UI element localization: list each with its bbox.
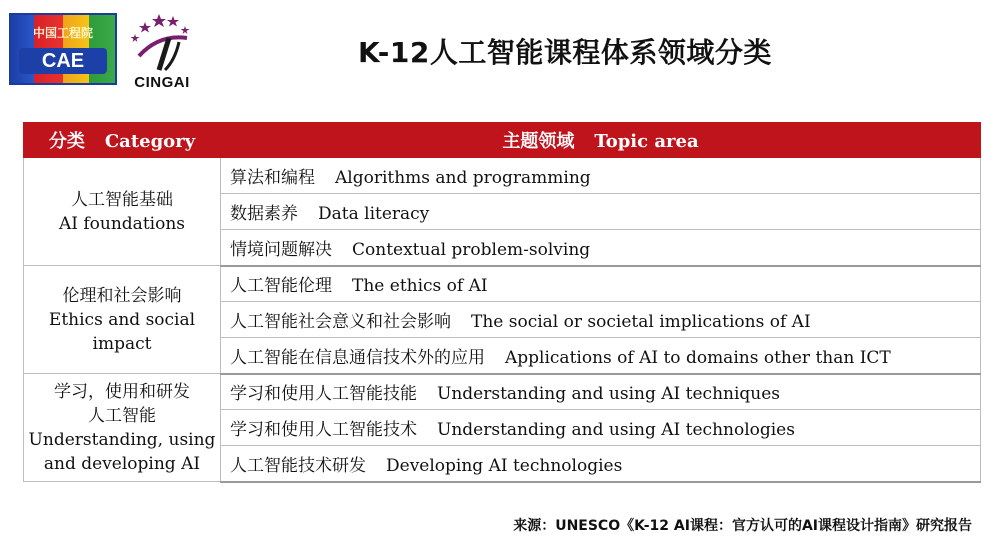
topic-en: Understanding and using AI technologies bbox=[437, 420, 795, 440]
category-line: AI foundations bbox=[58, 213, 185, 234]
cingai-logo-text: CINGAI bbox=[134, 74, 190, 91]
topic-header-cn: 主题领域 bbox=[502, 131, 575, 152]
topic-cell bbox=[221, 410, 981, 446]
topic-cell bbox=[221, 302, 981, 338]
topic-cell bbox=[221, 194, 981, 230]
topic-cn: 算法和编程 bbox=[230, 168, 315, 188]
topic-en: Applications of AI to domains other than ICT bbox=[505, 347, 891, 368]
category-cell-ai-foundations bbox=[24, 158, 221, 266]
topic-cell bbox=[221, 266, 981, 302]
category-line: impact bbox=[92, 333, 152, 354]
topic-cn: 学习和使用人工智能技术 bbox=[230, 420, 417, 440]
topic-cell bbox=[221, 446, 981, 482]
topic-cn: 人工智能技术研发 bbox=[230, 455, 366, 476]
topic-en: The social or societal implications of AI bbox=[471, 312, 811, 332]
topic-en: The ethics of AI bbox=[352, 276, 488, 297]
category-cell-ethics-social-impact bbox=[24, 266, 221, 374]
ai-curriculum-table bbox=[23, 122, 981, 483]
topic-cell bbox=[221, 158, 981, 194]
topic-header-en: Topic area bbox=[594, 131, 699, 152]
cae-logo bbox=[9, 13, 117, 85]
category-header-en: Category bbox=[104, 131, 196, 152]
topic-en: Developing AI technologies bbox=[386, 455, 623, 476]
table-row bbox=[24, 158, 981, 194]
page-title: K-12人工智能课程体系领域分类 bbox=[358, 36, 772, 69]
category-header-cn: 分类 bbox=[48, 131, 85, 152]
topic-cn: 数据素养 bbox=[230, 204, 298, 224]
table-row bbox=[24, 374, 981, 410]
category-line: Understanding, using bbox=[28, 429, 216, 450]
category-line: and developing AI bbox=[43, 453, 201, 474]
category-line: 伦理和社会影响 bbox=[62, 285, 182, 306]
topic-en: Understanding and using AI techniques bbox=[437, 384, 781, 405]
category-column-header bbox=[24, 123, 221, 158]
category-line: 人工智能基础 bbox=[71, 189, 173, 210]
topic-cell bbox=[221, 374, 981, 410]
topic-en: Data literacy bbox=[318, 204, 430, 224]
topic-cn: 情境问题解决 bbox=[230, 239, 332, 260]
table-header-row bbox=[24, 123, 981, 158]
cae-logo-en-text: CAE bbox=[19, 48, 107, 74]
category-line: 学习，使用和研发 bbox=[54, 381, 190, 402]
topic-cell bbox=[221, 230, 981, 266]
source-citation: 来源：UNESCO《K-12 AI课程：官方认可的AI课程设计指南》研究报告 bbox=[513, 518, 972, 534]
category-cell-understanding-developing-ai bbox=[24, 374, 221, 482]
topic-en: Contextual problem-solving bbox=[352, 239, 591, 260]
topic-cell bbox=[221, 338, 981, 374]
topic-column-header bbox=[221, 123, 981, 158]
category-line: 人工智能 bbox=[88, 405, 156, 426]
cingai-emblem-icon bbox=[129, 12, 197, 74]
table-row bbox=[24, 266, 981, 302]
cingai-logo bbox=[121, 12, 203, 92]
topic-cn: 人工智能社会意义和社会影响 bbox=[230, 312, 451, 332]
topic-cn: 人工智能在信息通信技术外的应用 bbox=[230, 347, 485, 368]
category-line: Ethics and social bbox=[48, 309, 196, 330]
topic-cn: 人工智能伦理 bbox=[230, 276, 332, 297]
cae-logo-cn-text: 中国工程院 bbox=[32, 26, 93, 40]
topic-en: Algorithms and programming bbox=[335, 168, 591, 188]
topic-cn: 学习和使用人工智能技能 bbox=[230, 384, 417, 405]
